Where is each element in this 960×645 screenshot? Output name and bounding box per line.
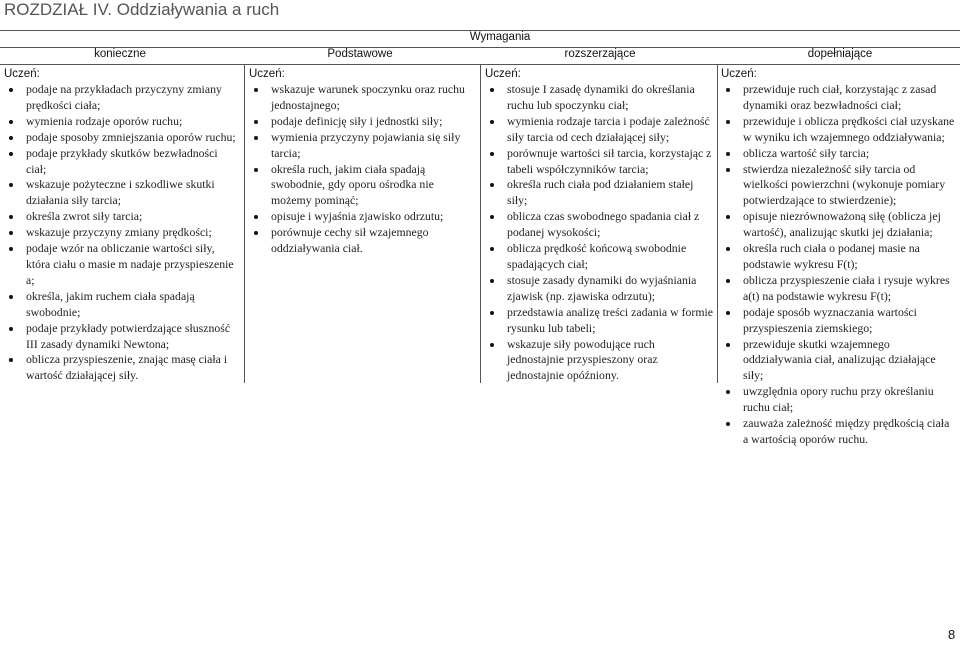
level-header-dopelniajace: dopełniające bbox=[807, 48, 873, 60]
level-header-rozszerzajace: rozszerzające bbox=[564, 48, 636, 60]
column-dopelniajace bbox=[721, 66, 956, 448]
column-podstawowe bbox=[249, 66, 475, 257]
student-label: Uczeń: bbox=[4, 68, 40, 80]
page-number: 8 bbox=[948, 627, 956, 642]
column-divider bbox=[717, 64, 718, 383]
list-item: oblicza przyspieszenie, znając masę ciała i wartość działającej siły. bbox=[4, 352, 240, 384]
chapter-title: ROZDZIAŁ IV. Oddziaływania a ruch bbox=[4, 0, 280, 19]
list-item: określa ruch, jakim ciała spadają swobodnie, gdy oporu ośrodka nie możemy pominąć; bbox=[249, 162, 475, 210]
list-item: oblicza przyspieszenie ciała i rysuje wykres a(t) na podstawie wykresu F(t); bbox=[721, 273, 956, 305]
column-divider bbox=[480, 64, 481, 383]
list-item: wskazuje siły powodujące ruch jednostajnie przyspieszony oraz jednostajnie opóźniony. bbox=[485, 337, 713, 385]
table-header: Wymagania bbox=[469, 31, 531, 43]
list-item: oblicza prędkość końcową swobodnie spadających ciał; bbox=[485, 241, 713, 273]
list-item: określa ruch ciała o podanej masie na podstawie wykresu F(t); bbox=[721, 241, 956, 273]
table-header-row bbox=[0, 31, 960, 46]
list-item: opisuje i wyjaśnia zjawisko odrzutu; bbox=[249, 209, 475, 225]
level-header-row bbox=[0, 48, 960, 63]
student-label: Uczeń: bbox=[485, 68, 521, 80]
requirements-list bbox=[4, 82, 240, 384]
list-item: wymienia rodzaje oporów ruchu; bbox=[4, 114, 240, 130]
list-item: uwzględnia opory ruchu przy określaniu ruchu ciał; bbox=[721, 384, 956, 416]
list-item: stwierdza niezależność siły tarcia od wielkości powierzchni (wykonuje pomiary potwierdzające to stwierdzenie); bbox=[721, 162, 956, 210]
list-item: podaje przykłady potwierdzające słuszność III zasady dynamiki Newtona; bbox=[4, 321, 240, 353]
list-item: opisuje niezrównoważoną siłę (oblicza jej wartość), analizując skutki jej działania; bbox=[721, 209, 956, 241]
student-label: Uczeń: bbox=[249, 68, 285, 80]
student-label: Uczeń: bbox=[721, 68, 757, 80]
column-konieczne bbox=[4, 66, 240, 384]
list-item: wymienia rodzaje tarcia i podaje zależność siły tarcia od cech działającej siły; bbox=[485, 114, 713, 146]
list-item: porównuje cechy sił wzajemnego oddziaływania ciał. bbox=[249, 225, 475, 257]
list-item: wskazuje przyczyny zmiany prędkości; bbox=[4, 225, 240, 241]
list-item: podaje wzór na obliczanie wartości siły, która ciału o masie m nadaje przyspieszenie a; bbox=[4, 241, 240, 289]
list-item: podaje na przykładach przyczyny zmiany prędkości ciała; bbox=[4, 82, 240, 114]
requirements-list bbox=[485, 82, 713, 384]
requirements-list bbox=[721, 82, 956, 448]
list-item: zauważa zależność między prędkością ciała a wartością oporów ruchu. bbox=[721, 416, 956, 448]
level-header-podstawowe: Podstawowe bbox=[327, 48, 393, 60]
list-item: podaje sposoby zmniejszania oporów ruchu; bbox=[4, 130, 240, 146]
requirements-list bbox=[249, 82, 475, 257]
list-item: podaje definicję siły i jednostki siły; bbox=[249, 114, 475, 130]
list-item: przedstawia analizę treści zadania w formie rysunku lub tabeli; bbox=[485, 305, 713, 337]
list-item: przewiduje skutki wzajemnego oddziaływania ciał, analizując działające siły; bbox=[721, 337, 956, 385]
column-divider bbox=[244, 64, 245, 383]
list-item: przewiduje ruch ciał, korzystając z zasad dynamiki oraz bezwładności ciał; bbox=[721, 82, 956, 114]
level-header-konieczne: konieczne bbox=[94, 48, 146, 60]
list-item: określa zwrot siły tarcia; bbox=[4, 209, 240, 225]
list-item: stosuje zasady dynamiki do wyjaśniania zjawisk (np. zjawiska odrzutu); bbox=[485, 273, 713, 305]
list-item: oblicza wartość siły tarcia; bbox=[721, 146, 956, 162]
list-item: podaje przykłady skutków bezwładności ciał; bbox=[4, 146, 240, 178]
list-item: określa, jakim ruchem ciała spadają swobodnie; bbox=[4, 289, 240, 321]
list-item: oblicza czas swobodnego spadania ciał z podanej wysokości; bbox=[485, 209, 713, 241]
list-item: wskazuje pożyteczne i szkodliwe skutki działania siły tarcia; bbox=[4, 177, 240, 209]
list-item: podaje sposób wyznaczania wartości przyspieszenia ziemskiego; bbox=[721, 305, 956, 337]
list-item: określa ruch ciała pod działaniem stałej siły; bbox=[485, 177, 713, 209]
list-item: przewiduje i oblicza prędkości ciał uzyskane w wyniku ich wzajemnego oddziaływania; bbox=[721, 114, 956, 146]
list-item: wymienia przyczyny pojawiania się siły tarcia; bbox=[249, 130, 475, 162]
list-item: wskazuje warunek spoczynku oraz ruchu jednostajnego; bbox=[249, 82, 475, 114]
list-item: stosuje I zasadę dynamiki do określania ruchu lub spoczynku ciał; bbox=[485, 82, 713, 114]
column-rozszerzajace bbox=[485, 66, 713, 384]
list-item: porównuje wartości sił tarcia, korzystając z tabeli współczynników tarcia; bbox=[485, 146, 713, 178]
